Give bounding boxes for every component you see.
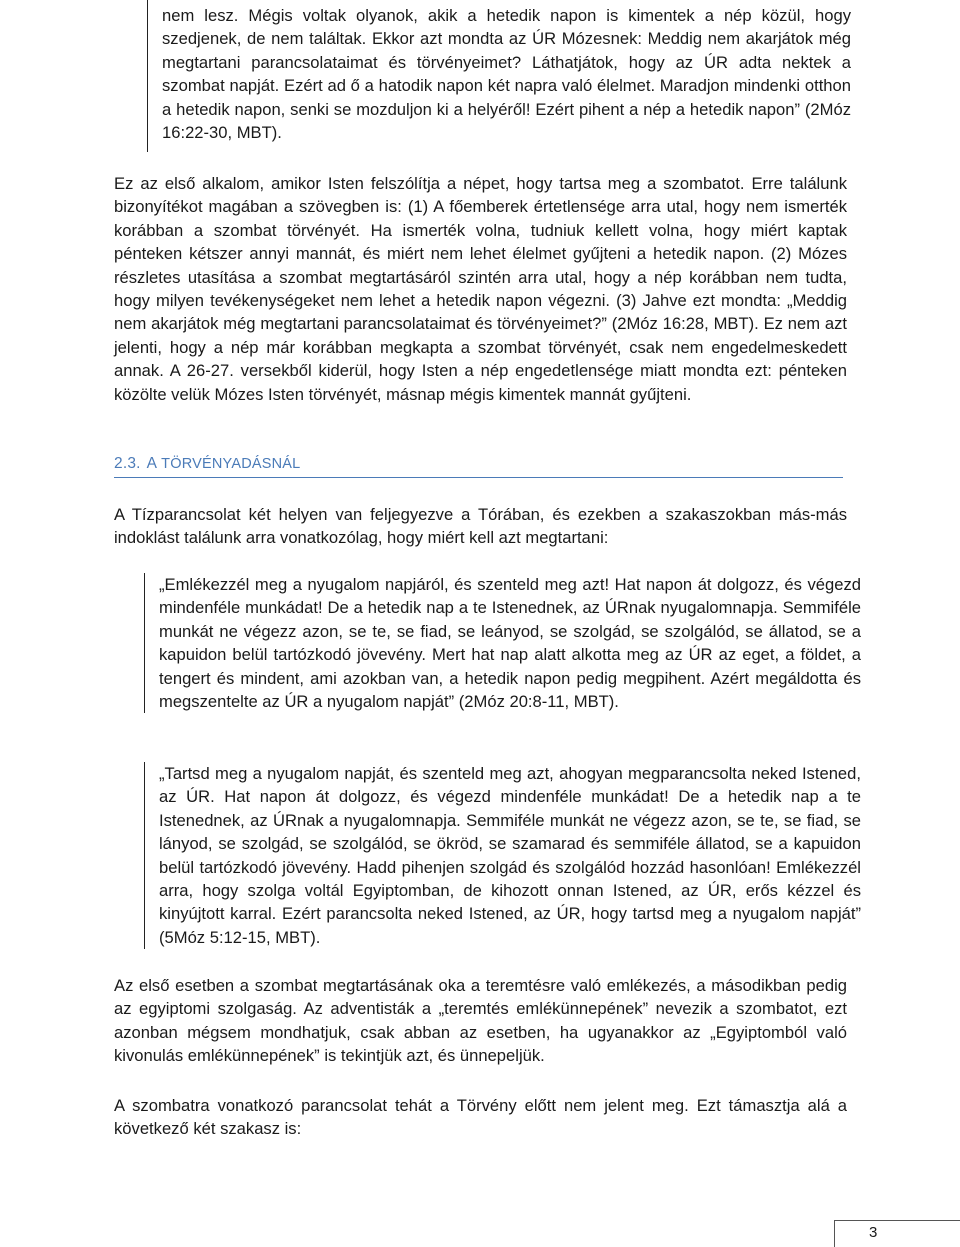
paragraph-conclusion: A szombatra vonatkozó parancsolat tehát a Törvény előtt nem jelent meg. Ezt támasztja alá a következő két szakasz is: [114,1096,847,1139]
section-heading [114,455,843,478]
quote-text-exodus-16: nem lesz. Mégis voltak olyanok, akik a hetedik napon is kimentek a nép közül, hogy szedjenek, de nem találtak. Ekkor azt mondta az ÚR Mózesnek: Meddig nem akarjátok még megtartani parancsolataimat és törvényeimet? Láthatjátok, hogy az ÚR adta nektek a szombat napját. Ezért ad ő a hatodik napon két napra való élelmet. Maradjon mindenki otthon a hetedik napon, senki se mozduljon ki a helyéről! Ezért pihent a nép a hetedik napon” (2Móz 16:22-30, MBT). [162,6,851,143]
section-number: 2.3. [114,455,141,472]
quote-text-deuteronomy-5: „Tartsd meg a nyugalom napját, és szenteld meg azt, ahogyan megparancsolta neked Istened, az ÚR. Hat napon át dolgozz, és végezd mindenféle munkádat! De a hetedik nap a te Istenednek, az ÚRnak a nyugalomnapja. Semmiféle munkát ne végezz azon, se te, se fiad, se lányod, se szolgád, se szolgálód, se ökröd, se szamarad és semmiféle állatod, se a kapuidon belül tartózkodó jövevény. Hadd pihenjen szolgád és szolgálód hozzád hasonlóan! Emlékezzél arra, hogy szolga voltál Egyiptomban, de kihozott onnan Istened, az ÚR, erős kézzel és kinyújtott karral. Ezért parancsolta neked Istened, az ÚR, hogy tartsd meg a nyugalom napját” (5Móz 5:12-15, MBT). [159,764,861,947]
paragraph-reasons: Az első esetben a szombat megtartásának oka a teremtésre való emlékezés, a másodikban pedig az egyiptomi szolgaság. Az adventisták a „teremtés emlékünnepének” nevezik a szombatot, ezt azonban mégsem mondhatjuk, csak abban az esetben, ha ugyanakkor az „Egyiptomból való kivonulás emlékünnepének” is tekintjük azt, és ünnepeljük. [114,976,847,1066]
section-title-initial: A [146,455,158,472]
page-number-box [834,1220,960,1247]
section-title-rest: TÖRVÉNYADÁSNÁL [161,456,301,472]
block-quote-exodus-20 [144,573,861,713]
quote-text-exodus-20: „Emlékezzél meg a nyugalom napjáról, és szenteld meg azt! Hat napon át dolgozz, és végezd mindenféle munkádat! De a hetedik nap a te Istenednek, az ÚRnak nyugalomnapja. Semmiféle munkát ne végezz azon, se te, se fiad, se leányod, se szolgád, se szolgálód, se állatod, se a kapuidon belül tartózkodó jövevény. Mert hat nap alatt alkotta meg az ÚR az eget, a földet, a tengert és mindent, ami azokban van, a hetedik napon pedig megpihent. Azért megáldotta és megszentelte az ÚR a nyugalom napját” (2Móz 20:8-11, MBT). [159,575,861,712]
block-quote-continued [147,0,851,152]
paragraph-ten-commandments-intro: A Tízparancsolat két helyen van feljegyezve a Tórában, és ezekben a szakaszokban más-más indoklást találunk arra vonatkozólag, hogy miért kell azt megtartani: [114,505,847,548]
page-number: 3 [869,1224,878,1241]
block-quote-deuteronomy-5 [144,762,861,949]
paragraph-first-sabbath: Ez az első alkalom, amikor Isten felszólítja a népet, hogy tartsa meg a szombatot. Erre találunk bizonyítékot magában a szövegben is: (1) A főemberek értetlensége arra utal, hogy nem ismerték korábban a szombat törvényét. Ha ismerték volna, tudniuk kellett volna, hogy miért kaptak pénteken kétszer annyi mannát, és miért nem lehet élelmet gyűjteni a hetedik napon. (2) Mózes részletes utasítása a szombat megtartásáról szintén arra utal, hogy a nép korábban nem tudta, hogy milyen tevékenységeket nem lehet a hetedik napon végezni. (3) Jahve ezt mondta: „Meddig nem akarjátok még megtartani parancsolataimat és törvényeimet?” (2Móz 16:28, MBT). Ez nem azt jelenti, hogy a nép már korábban megkapta a szombat törvényét, csak nem engedelmeskedett annak. A 26-27. versekből kiderül, hogy Isten a nép engedetlensége miatt mondta ezt: pénteken közölte velük Mózes Isten törvényét, másnap mégis kimentek mannát gyűjteni. [114,174,847,404]
